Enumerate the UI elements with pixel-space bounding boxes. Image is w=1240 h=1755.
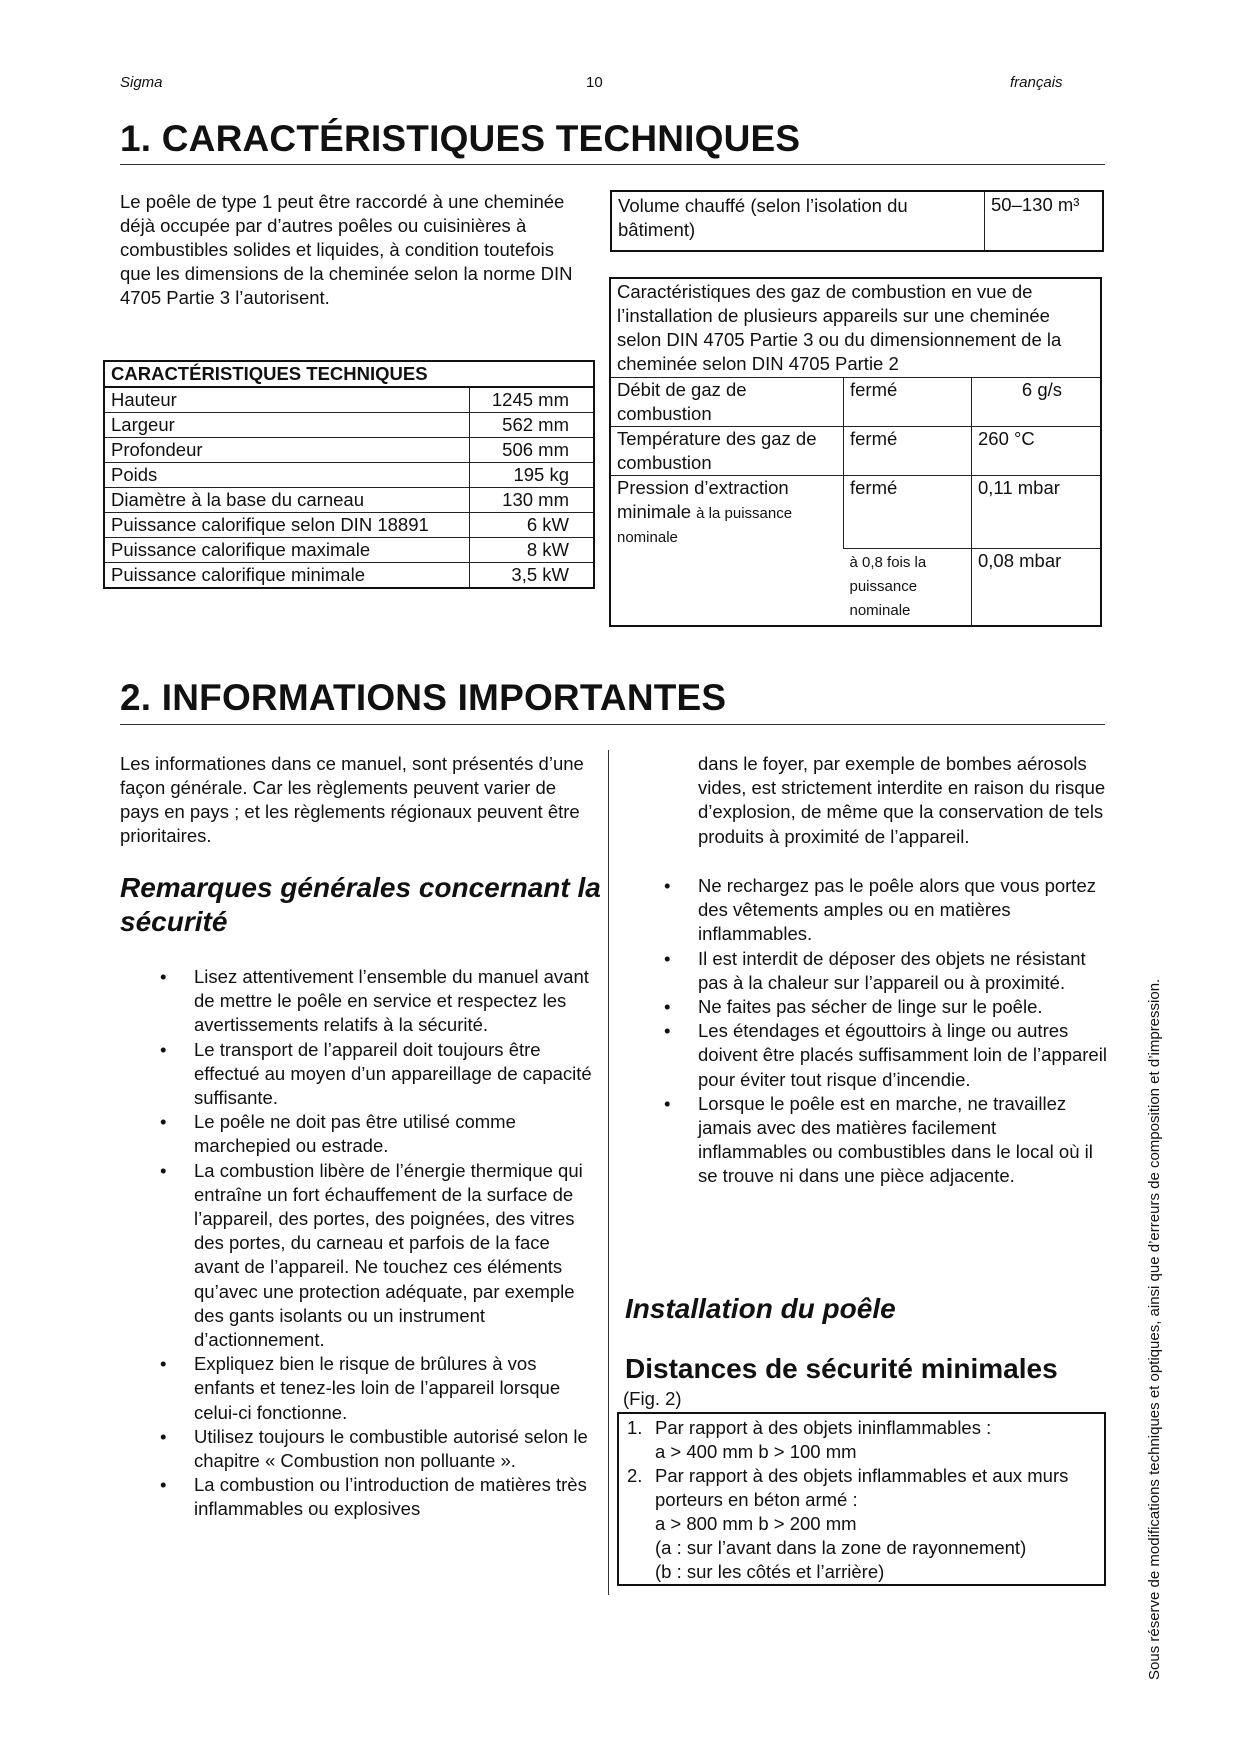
pressure-label: Pression d’extraction minimale: [617, 477, 789, 522]
bullet-icon: •: [160, 1038, 167, 1060]
distance-line: Par rapport à des objets ininflammables :: [655, 1417, 992, 1438]
list-item-text: Ne faites pas sécher de linge sur le poêle.: [698, 996, 1043, 1018]
section1-intro: Le poêle de type 1 peut être raccordé à une cheminée déjà occupée par d’autres poêles ou cuisinières à combustibles solides et liquides, à condition toutefois que les dimensions de la cheminée selon la norme DIN 4705 Partie 3 l’autorisent.: [120, 191, 573, 308]
list-item-text: Expliquez bien le risque de brûlures à vos enfants et tenez-les loin de l’appareil lorsque celui-ci fonctionne.: [194, 1353, 561, 1423]
list-item-text: La combustion libère de l’énergie thermique qui entraîne un fort échauffement de la surface de l’appareil, des portes, des poignées, des vitres des portes, du carneau et parfois de la face avant de l’appareil. Ne touchez ces éléments qu’avec une protection adéquate, par exemple des gants isolants ou un instrument d’actionnement.: [194, 1159, 583, 1351]
table-row: [104, 438, 594, 463]
table-cell-label: Poids: [104, 463, 470, 488]
safety-subtitle: Remarques générales concernant la sécurité: [120, 872, 601, 937]
list-item: [664, 947, 1108, 995]
table-cell-label: Hauteur: [104, 387, 470, 413]
bullet-icon: •: [664, 947, 671, 969]
list-item-text: Les étendages et égouttoirs à linge ou autres doivent être placés suffisamment loin de l’appareil pour éviter tout risque d’incendie.: [698, 1020, 1107, 1090]
table-row: [104, 538, 594, 563]
bullet-icon: •: [664, 875, 671, 896]
table-cell-label: [610, 476, 844, 549]
table-row: [104, 513, 594, 538]
distance-num: 1.: [627, 1417, 643, 1438]
side-note: Sous réserve de modifications techniques et optiques, ainsi que d’erreurs de composition et d’impression.: [1146, 978, 1163, 1680]
table-cell-label: Température des gaz de combustion: [610, 427, 844, 476]
distances-box: [617, 1412, 1106, 1586]
install-title: Installation du poêle: [625, 1293, 896, 1324]
table-row: [104, 563, 594, 589]
column-divider: [608, 750, 609, 1595]
table-cell-label: Puissance calorifique selon DIN 18891: [104, 513, 470, 538]
table-cell-value: 506 mm: [470, 438, 594, 463]
distances-title: Distances de sécurité minimales: [625, 1353, 1058, 1384]
continuation-text: dans le foyer, par exemple de bombes aérosols vides, est strictement interdite en raison du risque d’explosion, de même que la conservation de tels produits à proximité de l’appareil.: [698, 753, 1106, 847]
bullet-list-right: [664, 874, 1108, 1189]
table-cell-value: 1245 mm: [470, 387, 594, 413]
table-cell-label: Débit de gaz de combustion: [610, 378, 844, 427]
volume-value: 50–130 m³: [984, 192, 1085, 250]
bullet-icon: •: [160, 1474, 167, 1496]
distance-line: a > 800 mm b > 200 mm: [655, 1513, 857, 1534]
bullet-icon: •: [160, 1159, 167, 1181]
table-row: [104, 387, 594, 413]
page-number: 10: [586, 74, 603, 91]
table-cell-condition: fermé: [844, 427, 972, 476]
table-cell-label: Diamètre à la base du carneau: [104, 488, 470, 513]
table-row: [104, 488, 594, 513]
list-item: [664, 1019, 1108, 1092]
list-item: [160, 1352, 594, 1425]
section1-title: 1. CARACTÉRISTIQUES TECHNIQUES: [120, 118, 801, 159]
table-cell-condition: fermé: [844, 378, 972, 427]
distance-line: (a : sur l’avant dans la zone de rayonnement): [655, 1537, 1027, 1558]
table-cell-value: 260 °C: [972, 427, 1102, 476]
list-item: [160, 1425, 594, 1473]
table-row: [610, 548, 1101, 626]
list-item-text: Lorsque le poêle est en marche, ne travaillez jamais avec des matières facilement inflammables ou combustibles dans le local où il se trouve ni dans une pièce adjacente.: [698, 1092, 1093, 1187]
gas-table: [609, 277, 1102, 627]
section1-rule: [120, 164, 1105, 165]
list-item: [664, 874, 1108, 947]
table-cell-label: Puissance calorifique minimale: [104, 563, 470, 589]
bullet-icon: •: [160, 1111, 167, 1133]
table-row: [104, 413, 594, 438]
table-cell-empty: [610, 548, 844, 626]
list-item-text: Il est interdit de déposer des objets ne résistant pas à la chaleur sur l’appareil ou à proximité.: [698, 947, 1086, 993]
distance-line: a > 400 mm b > 100 mm: [655, 1441, 857, 1462]
section2-intro: Les informationes dans ce manuel, sont présentés d’une façon générale. Car les règlements peuvent varier de pays en pays ; et les règlements régionaux peuvent être prioritaires.: [120, 753, 584, 846]
distance-text: [655, 1464, 1095, 1584]
table-cell-condition: fermé: [844, 476, 972, 549]
distance-num: 2.: [627, 1465, 643, 1486]
bullet-icon: •: [160, 966, 167, 987]
list-item-text: Lisez attentivement l’ensemble du manuel avant de mettre le poêle en service et respectez les avertissements relatifs à la sécurité.: [194, 966, 589, 1036]
table-cell-label: Largeur: [104, 413, 470, 438]
volume-box: [610, 190, 1104, 252]
bullet-icon: •: [664, 996, 671, 1018]
list-item-text: Ne rechargez pas le poêle alors que vous portez des vêtements amples ou en matières inflammables.: [698, 875, 1096, 945]
table-cell-condition: à 0,8 fois la puissance nominale: [844, 548, 972, 626]
list-item-text: Utilisez toujours le combustible autorisé selon le chapitre « Combustion non polluante ».: [194, 1425, 588, 1472]
table-cell-value: 130 mm: [470, 488, 594, 513]
list-item-text: Le poêle ne doit pas être utilisé comme marchepied ou estrade.: [194, 1111, 516, 1157]
pressure-label-note: à la puissance nominale: [617, 505, 793, 546]
table-cell-label: Puissance calorifique maximale: [104, 538, 470, 563]
distance-text: [655, 1416, 1095, 1464]
tech-table: [103, 360, 595, 589]
table-cell-value: 3,5 kW: [470, 563, 594, 589]
table-cell-value: 562 mm: [470, 413, 594, 438]
list-item: [160, 1110, 594, 1158]
table-cell-value: 195 kg: [470, 463, 594, 488]
volume-label: Volume chauffé (selon l’isolation du bâtiment): [618, 195, 908, 240]
table-row: [610, 427, 1101, 476]
gas-table-header: Caractéristiques des gaz de combustion en vue de l’installation de plusieurs appareils sur une cheminée selon DIN 4705 Partie 3 ou du dimensionnement de la cheminée selon DIN 4705 Partie 2: [610, 278, 1101, 378]
section2-rule: [120, 724, 1105, 725]
bullet-list-left: [160, 965, 594, 1522]
bullet-icon: •: [160, 1353, 167, 1375]
list-item-text: La combustion ou l’introduction de matières très inflammables ou explosives: [194, 1474, 587, 1520]
table-cell-value: 0,08 mbar: [972, 548, 1102, 626]
distance-line: Par rapport à des objets inflammables et aux murs porteurs en béton armé :: [655, 1465, 1069, 1510]
fig-reference: (Fig. 2): [623, 1388, 682, 1409]
header-right: français: [1010, 74, 1063, 91]
list-item: [664, 1092, 1108, 1189]
list-item: [160, 965, 594, 1038]
table-row: [610, 476, 1101, 549]
list-item: [664, 995, 1108, 1019]
list-item: [160, 1473, 594, 1521]
bullet-icon: •: [160, 1425, 167, 1447]
table-row: [104, 463, 594, 488]
list-item-text: Le transport de l’appareil doit toujours être effectué au moyen d’un appareillage de capacité suffisante.: [194, 1038, 592, 1109]
table-cell-value: 6 kW: [470, 513, 594, 538]
bullet-icon: •: [664, 1020, 671, 1042]
tech-table-header: CARACTÉRISTIQUES TECHNIQUES: [104, 361, 594, 387]
table-cell-value: 0,11 mbar: [972, 476, 1102, 549]
bullet-icon: •: [664, 1092, 671, 1114]
section2-title: 2. INFORMATIONS IMPORTANTES: [120, 677, 727, 718]
table-cell-label: Profondeur: [104, 438, 470, 463]
table-cell-value: 6 g/s: [972, 378, 1102, 427]
list-item: [160, 1038, 594, 1111]
list-item: [160, 1159, 594, 1353]
table-cell-value: 8 kW: [470, 538, 594, 563]
table-row: [610, 378, 1101, 427]
header-left: Sigma: [120, 74, 163, 91]
distance-line: (b : sur les côtés et l’arrière): [655, 1561, 885, 1582]
